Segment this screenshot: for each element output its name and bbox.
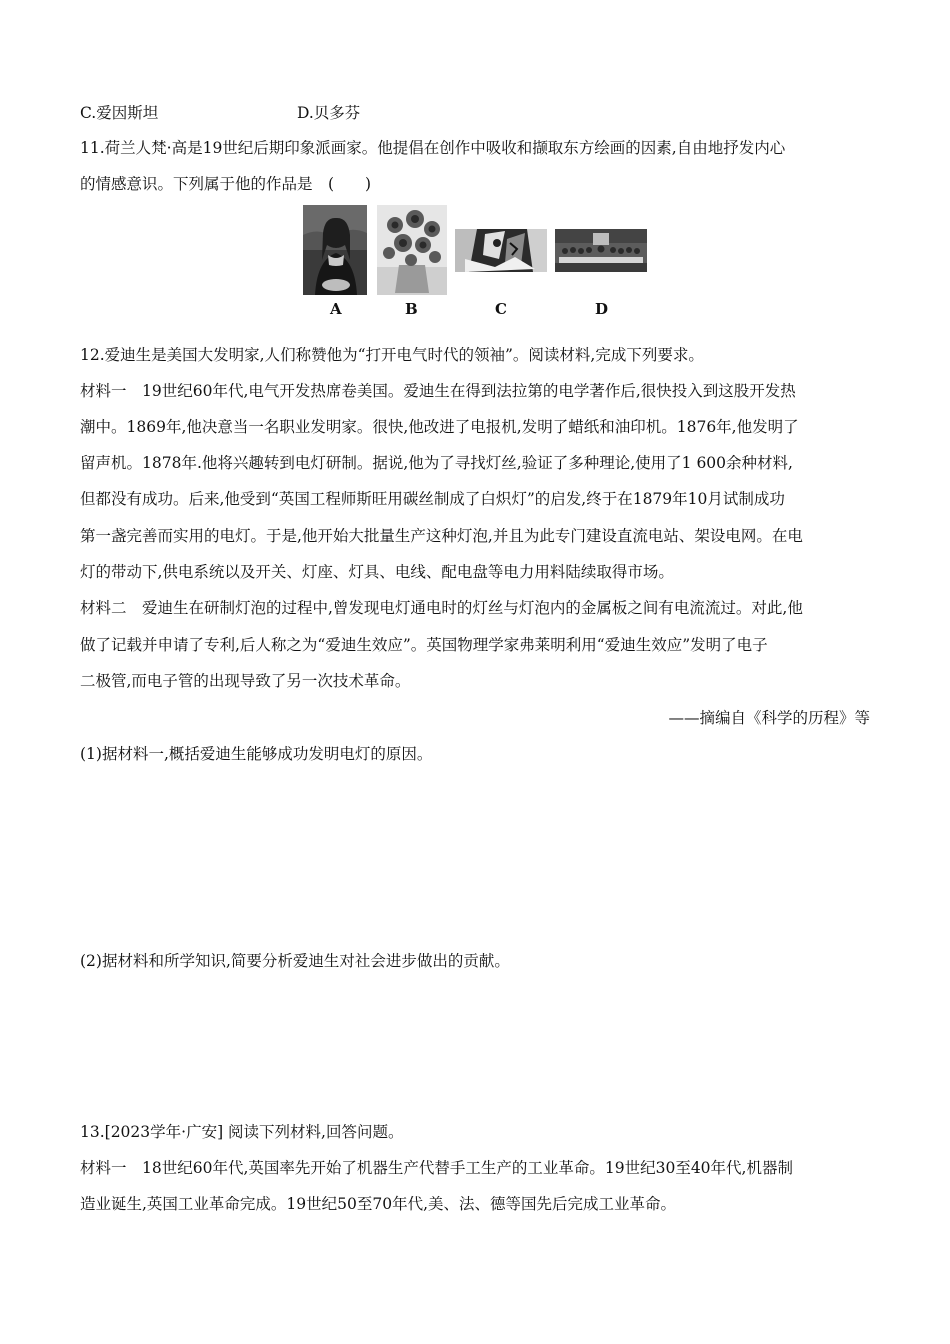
material-line: 材料一 19世纪60年代,电气开发热席卷美国。爱迪生在得到法拉第的电学著作后,很快投入到这股开发热 (80, 382, 796, 400)
guernica-painting-icon (455, 229, 547, 272)
material-line: 灯的带动下,供电系统以及开关、灯座、灯具、电线、配电盘等电力用料陆续取得市场。 (80, 563, 674, 581)
option-d: D.贝多芬 (297, 104, 361, 122)
material-line: 留声机。1878年.他将兴趣转到电灯研制。据说,他为了寻找灯丝,验证了多种理论,使用了1 600余种材料, (80, 454, 793, 472)
source-citation: ——摘编自《科学的历程》等 (668, 709, 870, 727)
question-12-sub-2: (2)据材料和所学知识,简要分析爱迪生对社会进步做出的贡献。 (80, 952, 510, 970)
mona-lisa-painting-icon (303, 205, 367, 295)
question-12-sub-1: (1)据材料一,概括爱迪生能够成功发明电灯的原因。 (80, 745, 433, 763)
sunflowers-painting-icon (377, 205, 447, 295)
material-line: 第一盏完善而实用的电灯。于是,他开始大批量生产这种灯泡,并且为此专门建设直流电站、架设电网。在电 (80, 527, 803, 545)
image-label-a: A (330, 300, 342, 318)
last-supper-painting-icon (555, 229, 647, 272)
material-line: 但都没有成功。后来,他受到“英国工程师斯旺用碳丝制成了白炽灯”的启发,终于在1879年10月试制成功 (80, 490, 785, 508)
question-12-stem: 12.爱迪生是美国大发明家,人们称赞他为“打开电气时代的领袖”。阅读材料,完成下列要求。 (80, 346, 704, 364)
material-line: 材料二 爱迪生在研制灯泡的过程中,曾发现电灯通电时的灯丝与灯泡内的金属板之间有电流流过。对此,他 (80, 599, 803, 617)
option-c: C.爱因斯坦 (80, 104, 159, 122)
material-line: 做了记载并申请了专利,后人称之为“爱迪生效应”。英国物理学家弗莱明利用“爱迪生效应”发明了电子 (80, 636, 768, 654)
image-label-c: C (495, 300, 507, 318)
material-line: 材料一 18世纪60年代,英国率先开始了机器生产代替手工生产的工业革命。19世纪30至40年代,机器制 (80, 1159, 793, 1177)
image-label-d: D (595, 300, 609, 318)
question-13-stem: 13.[2023学年·广安] 阅读下列材料,回答问题。 (80, 1123, 404, 1141)
question-11-stem-line1: 11.荷兰人梵·高是19世纪后期印象派画家。他提倡在创作中吸收和撷取东方绘画的因素,自由地抒发内心 (80, 139, 786, 157)
question-11-stem-line2: 的情感意识。下列属于他的作品是 ( ) (80, 175, 372, 193)
material-line: 潮中。1869年,他决意当一名职业发明家。很快,他改进了电报机,发明了蜡纸和油印机。1876年,他发明了 (80, 418, 799, 436)
material-line: 二极管,而电子管的出现导致了另一次技术革命。 (80, 672, 411, 690)
material-line: 造业诞生,英国工业革命完成。19世纪50至70年代,美、法、德等国先后完成工业革命。 (80, 1195, 677, 1213)
image-label-b: B (405, 300, 418, 318)
